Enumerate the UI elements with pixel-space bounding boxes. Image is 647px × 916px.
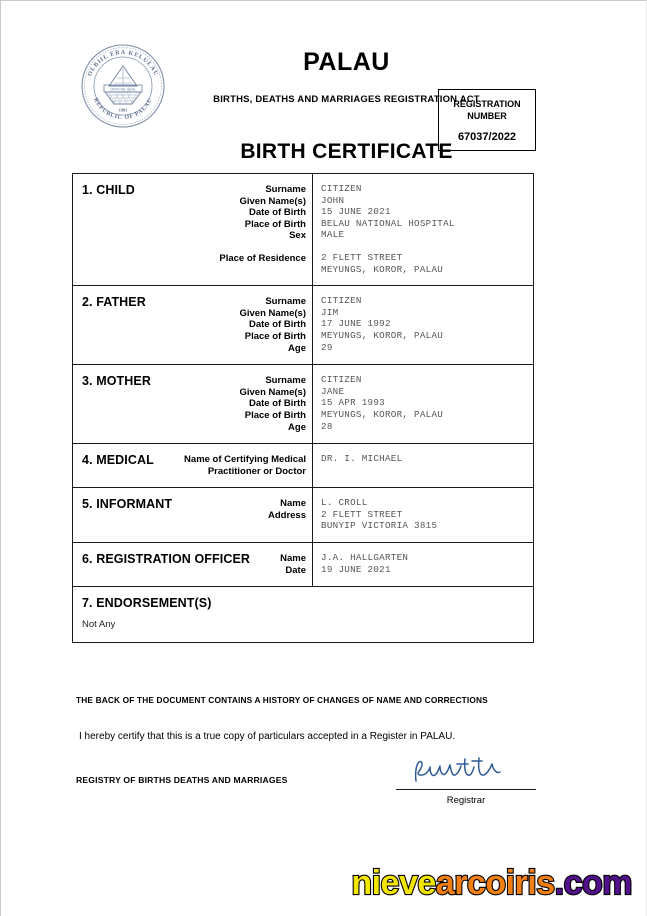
section-heading: 6. REGISTRATION OFFICER xyxy=(82,552,251,567)
document-title: BIRTH CERTIFICATE xyxy=(240,140,453,163)
registration-label-line2: NUMBER xyxy=(467,111,507,122)
value-residence-line1: 2 FLETT STREET xyxy=(321,251,403,263)
label-given-names: Given Name(s) xyxy=(239,195,306,207)
act-subtitle: BIRTHS, DEATHS AND MARRIAGES REGISTRATION ACT xyxy=(213,93,480,105)
value-place-of-birth: MEYUNGS, KOROR, PALAU xyxy=(321,408,444,420)
value-name: L. CROLL xyxy=(321,497,368,509)
label-place-of-birth: Place of Birth xyxy=(244,330,306,342)
field-values xyxy=(313,174,533,285)
value-date-of-birth: 15 APR 1993 xyxy=(321,397,385,409)
label-surname: Surname xyxy=(265,375,306,387)
field-labels xyxy=(184,453,306,477)
watermark-part1: nieve xyxy=(351,864,436,902)
country-title: PALAU xyxy=(303,48,390,76)
label-age: Age xyxy=(288,421,306,433)
label-date-of-birth: Date of Birth xyxy=(249,398,306,410)
label-name: Name xyxy=(280,498,306,510)
section-endorsements xyxy=(73,587,533,642)
section-registration-officer xyxy=(73,543,533,587)
label-certifying-practitioner-line2: Practitioner or Doctor xyxy=(207,465,306,477)
field-values xyxy=(313,488,533,542)
value-address-line2: BUNYIP VICTORIA 3815 xyxy=(321,520,438,532)
document-header xyxy=(1,1,646,144)
label-address: Address xyxy=(267,509,306,521)
field-values xyxy=(313,365,533,443)
value-spacer xyxy=(321,241,527,252)
national-seal-icon xyxy=(79,42,167,130)
section-father xyxy=(73,286,533,365)
section-medical xyxy=(73,444,533,488)
value-given-names: JANE xyxy=(321,385,345,397)
label-name: Name xyxy=(280,553,306,565)
registry-signature-row xyxy=(76,771,536,827)
label-certifying-practitioner-line1: Name of Certifying Medical xyxy=(184,454,306,466)
label-surname: Surname xyxy=(265,296,306,308)
watermark-part2: arcoiris xyxy=(435,864,555,902)
field-values xyxy=(313,444,533,487)
value-given-names: JOHN xyxy=(321,194,345,206)
field-values xyxy=(313,286,533,364)
svg-text:REPUBLIC OF PALAU: REPUBLIC OF PALAU xyxy=(92,97,154,122)
watermark-part3: .com xyxy=(554,864,632,902)
certificate-form xyxy=(72,173,534,643)
registration-number-value: 67037/2022 xyxy=(457,131,517,144)
value-certifying-practitioner: DR. I. MICHAEL xyxy=(321,453,403,465)
section-heading: 5. INFORMANT xyxy=(82,497,173,512)
value-address-line1: 2 FLETT STREET xyxy=(321,508,403,520)
endorsements-value: Not Any xyxy=(82,619,116,631)
field-values xyxy=(313,543,533,586)
value-sex: MALE xyxy=(321,229,345,241)
label-age: Age xyxy=(288,342,306,354)
registrar-signature-icon xyxy=(396,753,536,789)
value-given-names: JIM xyxy=(321,306,339,318)
label-place-of-birth: Place of Birth xyxy=(244,218,306,230)
value-name: J.A. HALLGARTEN xyxy=(321,552,409,564)
label-date: Date xyxy=(285,564,306,576)
label-given-names: Given Name(s) xyxy=(239,307,306,319)
label-sex: Sex xyxy=(289,230,306,242)
field-labels xyxy=(239,374,306,433)
value-age: 29 xyxy=(321,341,333,353)
section-mother xyxy=(73,365,533,444)
section-informant xyxy=(73,488,533,543)
section-heading: 2. FATHER xyxy=(82,295,146,310)
value-date-of-birth: 15 JUNE 2021 xyxy=(321,206,391,218)
svg-text:OFFICIAL SEAL: OFFICIAL SEAL xyxy=(110,87,136,92)
label-date-of-birth: Date of Birth xyxy=(249,319,306,331)
label-date-of-birth: Date of Birth xyxy=(249,207,306,219)
label-given-names: Given Name(s) xyxy=(239,386,306,398)
field-labels xyxy=(219,183,306,275)
section-heading: 4. MEDICAL xyxy=(82,453,154,468)
section-heading: 3. MOTHER xyxy=(82,374,151,389)
back-of-document-note: THE BACK OF THE DOCUMENT CONTAINS A HISTORY OF CHANGES OF NAME AND CORRECTIONS xyxy=(76,695,488,705)
certification-statement: I hereby certify that this is a true copy of particulars accepted in a Register in PALAU. xyxy=(79,731,456,742)
value-age: 28 xyxy=(321,420,333,432)
signature-block xyxy=(396,753,536,806)
registry-label: REGISTRY OF BIRTHS DEATHS AND MARRIAGES xyxy=(76,775,288,785)
field-labels xyxy=(239,295,306,354)
field-labels xyxy=(268,497,306,532)
svg-text:1981: 1981 xyxy=(118,107,128,113)
label-place-of-residence: Place of Residence xyxy=(219,252,306,264)
label-spacer xyxy=(219,242,306,253)
value-date-of-birth: 17 JUNE 1992 xyxy=(321,318,391,330)
signature-line xyxy=(396,789,536,790)
value-residence-line2: MEYUNGS, KOROR, PALAU xyxy=(321,263,444,275)
section-child xyxy=(73,174,533,286)
section-heading: 7. ENDORSEMENT(S) xyxy=(82,596,212,611)
label-place-of-birth: Place of Birth xyxy=(244,409,306,421)
section-heading: 1. CHILD xyxy=(82,183,135,197)
value-surname: CITIZEN xyxy=(321,374,362,386)
field-labels xyxy=(280,552,306,576)
value-date: 19 JUNE 2021 xyxy=(321,563,391,575)
value-surname: CITIZEN xyxy=(321,183,362,194)
signature-caption: Registrar xyxy=(446,795,486,806)
svg-text:OLBIIL ERA KELULAU: OLBIIL ERA KELULAU xyxy=(87,49,159,78)
value-place-of-birth: MEYUNGS, KOROR, PALAU xyxy=(321,329,444,341)
site-watermark xyxy=(351,866,632,900)
value-place-of-birth: BELAU NATIONAL HOSPITAL xyxy=(321,217,455,229)
registration-label-line1: REGISTRATION xyxy=(453,99,521,109)
label-surname: Surname xyxy=(265,184,306,195)
value-surname: CITIZEN xyxy=(321,295,362,307)
document-footer xyxy=(76,695,536,827)
